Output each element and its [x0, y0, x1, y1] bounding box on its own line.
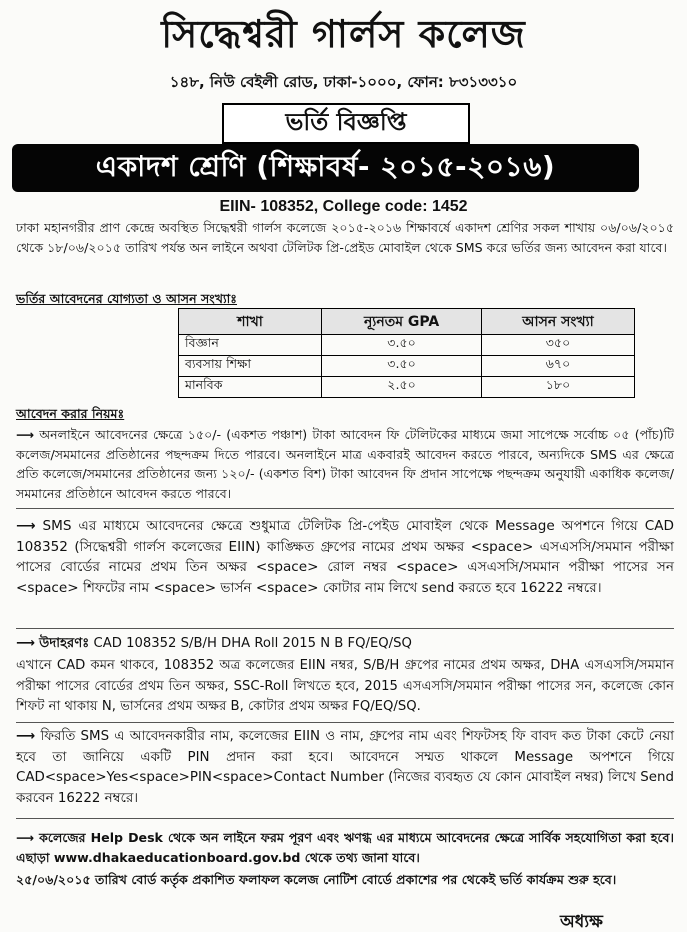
example-explanation: এখানে CAD কমন থাকবে, 108352 অত্র কলেজের EIIN নম্বর, S/B/H গ্রুপের নামের প্রথম অক্ষর, DHA এসএসসি/সমমান পরীক্ষা পাসের বোর্ডের প্রথম তিন অক্ষর, SSC-Roll লিখতে হবে, 2015 এসএসসি/সমমান পরীক্ষা পাসের সন, কলেজে কোন শিফট না থাকায় N, ভার্সনের প্রথম অক্ষর B, কোটার প্রথম অক্ষর FQ/EQ/SQ. — [16, 658, 674, 714]
college-address: ১৪৮, নিউ বেইলী রোড, ঢাকা-১০০০, ফোন: ৮৩১৩৩১০ — [169, 73, 518, 91]
principal-signature: অধ্যক্ষ — [560, 912, 603, 932]
seats-cell: ৬৭০ — [482, 356, 635, 377]
rule-reply-text: ফিরতি SMS এ আবেদনকারীর নাম, কলেজের EIIN ও নাম, গ্রুপের নাম এবং শিফটসহ ফি বাবদ কত টাকা কেটে নেয়া হবে তা জানিয়ে একটি PIN প্রদান করা হবে। আবেদনে সম্মত থাকলে Message অপশনে গিয়ে CAD<space>Yes<space>PIN<space>Contact Number (নিজের ব্যবহৃত যে কোন মোবাইল নম্বর) লিখে Send করবেন 16222 নম্বরে। — [16, 729, 675, 806]
col-header-seats: আসন সংখ্যা — [482, 309, 635, 335]
eligibility-heading: ভর্তির আবেদনের যোগ্যতা ও আসন সংখ্যাঃ — [16, 291, 238, 306]
arrow-icon: ⟶ — [16, 518, 36, 534]
branch-cell: মানবিক — [179, 377, 322, 398]
example-line — [16, 634, 674, 654]
rule-online — [16, 425, 674, 503]
arrow-icon: ⟶ — [16, 729, 36, 744]
divider — [16, 508, 674, 509]
gpa-cell: ৩.৫০ — [322, 356, 482, 377]
rule-online-text: অনলাইনে আবেদনের ক্ষেত্রে ১৫০/- (একশত পঞ্চাশ) টাকা আবেদন ফি টেলিটকের মাধ্যমে জমা সাপেক্ষে সর্বোচ্চ ০৫ (পাঁচ)টি কলেজ/সমমানের প্রতিষ্ঠানের পছন্দক্রম দিতে পারবে। অনলাইনে মাত্র একবারই আবেদন করতে পারবে, অন্যদিকে SMS এর ক্ষেত্রে প্রতি কলেজে/সমমানের প্রতিষ্ঠানের জন্য ১২০/- (একশত বিশ) টাকা আবেদন ফি প্রদান সাপেক্ষে পছন্দক্রম অনুযায়ী একাধিক কলেজ/সমমানের প্রতিষ্ঠানে আবেদন করতে পারবে। — [16, 427, 674, 501]
arrow-icon: ⟶ — [16, 830, 35, 845]
branch-cell: ব্যবসায় শিক্ষা — [179, 356, 322, 377]
table-row — [179, 356, 635, 377]
rule-reply — [16, 727, 674, 809]
col-header-gpa: ন্যূনতম GPA — [322, 309, 482, 335]
seats-table — [178, 308, 635, 398]
seats-table-header — [179, 309, 635, 335]
helpdesk-prefix: কলেজের — [39, 830, 86, 845]
divider — [16, 628, 674, 629]
arrow-icon: ⟶ — [16, 427, 35, 442]
arrow-icon: ⟶ — [16, 636, 35, 651]
eiin-college-code: EIIN- 108352, College code: 1452 — [219, 198, 468, 215]
example-label: উদাহরণঃ — [39, 636, 90, 651]
rules-heading: আবেদন করার নিয়মঃ — [16, 406, 125, 421]
helpdesk-text: থেকে অন লাইনে ফরম পূরণ এবং ঋণগ্ধ এর মাধ্যমে আবেদনের ক্ষেত্রে সার্বিক সহযোগিতা করা হবে। এছাড়া www.dhakaeducationboard.gov.bd থেকে তথ্য জানা যাবে। — [16, 830, 675, 865]
gpa-cell: ৩.৫০ — [322, 335, 482, 356]
intro-paragraph: ঢাকা মহানগরীর প্রাণ কেন্দ্রে অবস্থিত সিদ্ধেশ্বরী গার্লস কলেজে ২০১৫-২০১৬ শিক্ষাবর্ষে একাদশ শ্রেণির সকল শাখায় ০৬/০৬/২০১৫ থেকে ১৮/০৬/২০১৫ তারিখ পর্যন্ত অন লাইনে অথবা টেলিটক প্রি-প্রেইড মোবাইল থেকে SMS করে ভর্তির জন্য আবেদন করা যাবে। — [16, 220, 674, 255]
helpdesk-paragraph — [16, 828, 674, 867]
gpa-cell: ২.৫০ — [322, 377, 482, 398]
college-name: সিদ্ধেশ্বরী গার্লস কলেজ — [161, 11, 526, 56]
class-session-banner: একাদশ শ্রেণি (শিক্ষাবর্ষ- ২০১৫-২০১৬) — [12, 144, 639, 192]
divider — [16, 818, 674, 819]
helpdesk-label: Help Desk — [90, 830, 163, 845]
col-header-branch: শাখা — [179, 309, 322, 335]
divider — [16, 722, 674, 723]
notice-title: ভর্তি বিজ্ঞপ্তি — [222, 103, 470, 144]
example-code: CAD 108352 S/B/H DHA Roll 2015 N B FQ/EQ/SQ — [93, 636, 412, 651]
rule-sms-text: SMS এর মাধ্যমে আবেদনের ক্ষেত্রে শুধুমাত্র টেলিটক প্রি-পেইড মোবাইল থেকে Message অপশনে গিয়ে CAD 108352 (সিদ্ধেশ্বরী গার্লস কলেজের EIIN) কাঙ্ক্ষিত গ্রুপের নামের প্রথম অক্ষর <space> এসএসসি/সমমান পরীক্ষা পাসের বোর্ডের নামের প্রথম তিন অক্ষর <space> রোল নম্বর <space> এসএসসি/সমমান পরীক্ষা পাসের সন <space> শিফটের নাম <space> ভার্সন <space> কোটার নাম লিখে send করতে হবে 16222 নম্বরে। — [16, 518, 674, 596]
table-row — [179, 335, 635, 356]
result-paragraph: ২৫/০৬/২০১৫ তারিখ বোর্ড কর্তৃক প্রকাশিত ফলাফল কলেজ নোটিশ বোর্ডে প্রকাশের পর থেকেই ভর্তি কার্যক্রম শুরু হবে। — [16, 872, 617, 887]
rule-sms — [16, 516, 674, 598]
seats-cell: ১৮০ — [482, 377, 635, 398]
branch-cell: বিজ্ঞান — [179, 335, 322, 356]
table-row — [179, 377, 635, 398]
seats-cell: ৩৫০ — [482, 335, 635, 356]
